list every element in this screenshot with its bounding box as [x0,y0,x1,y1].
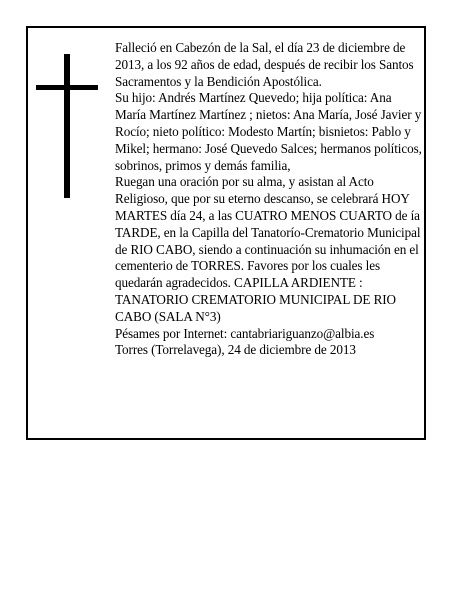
cross-icon [36,54,98,198]
condolences-line: Pésames por Internet: cantabriariguanzo@albia.es [115,325,375,341]
ceremony-paragraph: Ruegan una oración por su alma, y asistan al Acto Religioso, que por su eterno descanso, se celebrará HOY MARTES día 24, a las CUATRO MENOS CUARTO de ía TARDE, en la Capilla del Tanatorío-Crematorio Municipal de RIO CABO, siendo a continuación su inhumación en el cementerio de TORRES. Favores por los cuales les quedarán agradecidos. CAPILLA ARDIENTE : TANATORIO CREMATORIO MUNICIPAL DE RIO CABO (SALA N°3) [115,174,421,324]
cross-horizontal-bar [36,85,98,90]
family-paragraph: Su hijo: Andrés Martínez Quevedo; hija política: Ana María Martínez Martínez ; nietos: Ana María, José Javier y Rocío; nieto político: Modesto Martín; bisnietos: Pablo y Mikel; hermano: José Quevedo Salces; hermanos políticos, sobrinos, primos y demás familia, [115,90,422,173]
obituary-notice [26,26,426,440]
obituary-text [115,40,423,359]
place-date-line: Torres (Torrelavega), 24 de diciembre de 2013 [115,342,356,358]
death-announcement-paragraph: Falleció en Cabezón de la Sal, el día 23 de diciembre de 2013, a los 92 años de edad, después de recibir los Santos Sacramentos y la Bendición Apostólica. [115,40,414,89]
cross-vertical-bar [64,54,70,198]
